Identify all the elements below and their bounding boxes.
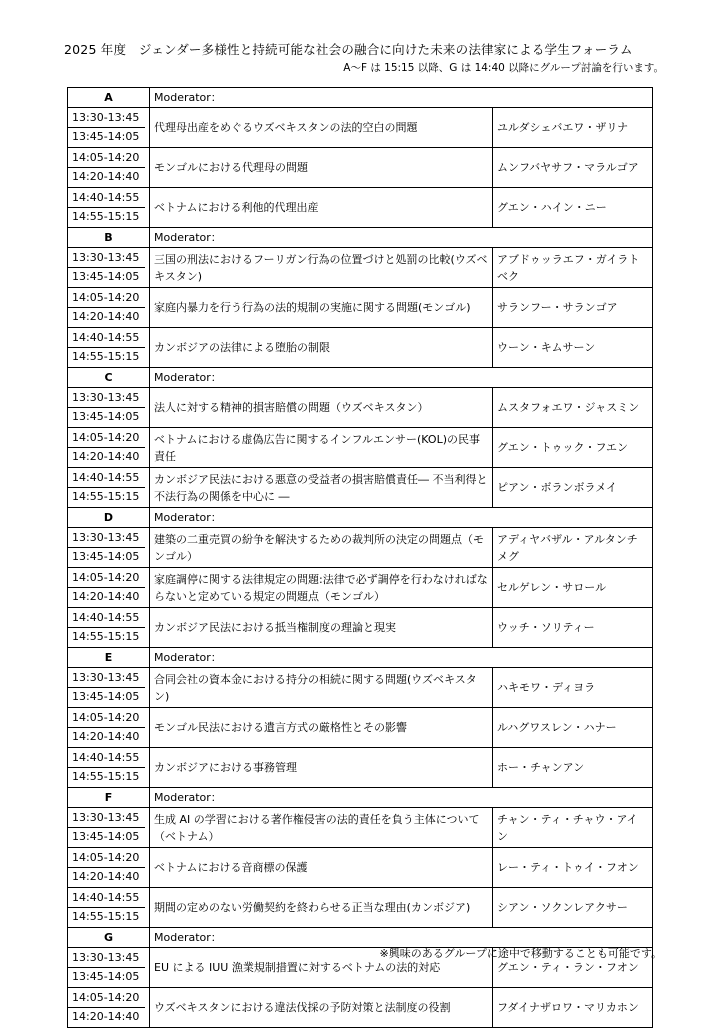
presentation-time: 13:30-13:45	[68, 109, 145, 128]
topic-cell: 三国の刑法におけるフーリガン行為の位置づけと処罰の比較(ウズベキスタン)	[150, 248, 493, 288]
presenter-cell: グエン・ティ・ラン・フオン	[493, 948, 653, 988]
presenter-cell: ウーン・キムサーン	[493, 328, 653, 368]
presentation-time: 13:30-13:45	[68, 529, 145, 548]
time-cell	[68, 108, 150, 148]
presenter-cell: ルハグワスレン・ハナー	[493, 708, 653, 748]
group-letter: D	[68, 508, 150, 528]
group-letter: G	[68, 928, 150, 948]
time-cell	[68, 808, 150, 848]
presenter-cell: シアン・ソクンレアクサー	[493, 888, 653, 928]
time-cell	[68, 668, 150, 708]
session-row	[68, 848, 653, 888]
time-cell	[68, 708, 150, 748]
discussion-time: 13:45-14:05	[72, 550, 140, 563]
session-row	[68, 708, 653, 748]
session-row	[68, 288, 653, 328]
time-cell	[68, 948, 150, 988]
presentation-time: 14:05-14:20	[68, 989, 145, 1008]
presentation-time: 14:05-14:20	[68, 149, 145, 168]
topic-cell: 代理母出産をめぐるウズベキスタンの法的空白の問題	[150, 108, 493, 148]
schedule-note: A～F は 15:15 以降、G は 14:40 以降にグループ討論を行います。	[343, 62, 664, 74]
presenter-cell: ムンフバヤサフ・マラルゴア	[493, 148, 653, 188]
moderator-label: Moderator：	[150, 928, 653, 948]
time-cell	[68, 848, 150, 888]
presenter-cell: ピアン・ボランボラメイ	[493, 468, 653, 508]
discussion-time: 14:20-14:40	[72, 450, 140, 463]
session-row	[68, 248, 653, 288]
topic-cell: EU による IUU 漁業規制措置に対するベトナムの法的対応	[150, 948, 493, 988]
group-letter: B	[68, 228, 150, 248]
session-row	[68, 568, 653, 608]
session-row	[68, 108, 653, 148]
time-cell	[68, 428, 150, 468]
schedule-table	[67, 87, 653, 1028]
presenter-cell: フダイナザロワ・マリカホン	[493, 988, 653, 1028]
discussion-time: 14:55-15:15	[72, 490, 140, 503]
group-header-row	[68, 228, 653, 248]
moderator-label: Moderator：	[150, 88, 653, 108]
topic-cell: 期間の定めのない労働契約を終わらせる正当な理由(カンボジア)	[150, 888, 493, 928]
discussion-time: 14:55-15:15	[72, 630, 140, 643]
time-cell	[68, 148, 150, 188]
discussion-time: 14:20-14:40	[72, 870, 140, 883]
session-row	[68, 468, 653, 508]
presenter-cell: ハキモワ・ディヨラ	[493, 668, 653, 708]
topic-cell: 建築の二重売買の紛争を解決するための裁判所の決定の問題点（モンゴル）	[150, 528, 493, 568]
discussion-time: 13:45-14:05	[72, 970, 140, 983]
presentation-time: 13:30-13:45	[68, 669, 145, 688]
time-cell	[68, 288, 150, 328]
session-row	[68, 668, 653, 708]
moderator-label: Moderator：	[150, 228, 653, 248]
moderator-label: Moderator：	[150, 648, 653, 668]
session-row	[68, 428, 653, 468]
discussion-time: 13:45-14:05	[72, 690, 140, 703]
moderator-label: Moderator：	[150, 788, 653, 808]
presentation-time: 14:40-14:55	[68, 469, 145, 488]
presentation-time: 14:05-14:20	[68, 849, 145, 868]
discussion-time: 13:45-14:05	[72, 830, 140, 843]
topic-cell: カンボジアの法律による堕胎の制限	[150, 328, 493, 368]
moderator-label: Moderator：	[150, 368, 653, 388]
time-cell	[68, 988, 150, 1028]
topic-cell: 合同会社の資本金における持分の相続に関する問題(ウズベキスタン)	[150, 668, 493, 708]
group-letter: E	[68, 648, 150, 668]
topic-cell: ウズベキスタンにおける違法伐採の予防対策と法制度の役割	[150, 988, 493, 1028]
presenter-cell: ホー・チャンアン	[493, 748, 653, 788]
presentation-time: 14:40-14:55	[68, 329, 145, 348]
discussion-time: 13:45-14:05	[72, 410, 140, 423]
topic-cell: カンボジア民法における悪意の受益者の損害賠償責任― 不当利得と不法行為の関係を中心に ―	[150, 468, 493, 508]
presentation-time: 13:30-13:45	[68, 249, 145, 268]
presentation-time: 14:40-14:55	[68, 749, 145, 768]
topic-cell: 家庭内暴力を行う行為の法的規制の実施に関する問題(モンゴル)	[150, 288, 493, 328]
presentation-time: 13:30-13:45	[68, 389, 145, 408]
discussion-time: 13:45-14:05	[72, 130, 140, 143]
session-row	[68, 748, 653, 788]
presenter-cell: グエン・ハイン・ニー	[493, 188, 653, 228]
schedule-body	[68, 88, 653, 1028]
discussion-time: 14:20-14:40	[72, 1010, 140, 1023]
presentation-time: 14:05-14:20	[68, 429, 145, 448]
discussion-time: 14:55-15:15	[72, 350, 140, 363]
presentation-time: 14:40-14:55	[68, 189, 145, 208]
session-row	[68, 528, 653, 568]
time-cell	[68, 568, 150, 608]
topic-cell: ベトナムにおける虚偽広告に関するインフルエンサー(KOL)の民事責任	[150, 428, 493, 468]
presenter-cell: グエン・トゥック・フエン	[493, 428, 653, 468]
topic-cell: ベトナムにおける音商標の保護	[150, 848, 493, 888]
presentation-time: 14:05-14:20	[68, 289, 145, 308]
session-row	[68, 988, 653, 1028]
presentation-time: 14:40-14:55	[68, 889, 145, 908]
group-header-row	[68, 368, 653, 388]
group-header-row	[68, 788, 653, 808]
presenter-cell: ユルダシェバエワ・ザリナ	[493, 108, 653, 148]
discussion-time: 14:20-14:40	[72, 590, 140, 603]
time-cell	[68, 468, 150, 508]
session-row	[68, 188, 653, 228]
presentation-time: 14:40-14:55	[68, 609, 145, 628]
page-title: 2025 年度 ジェンダー多様性と持続可能な社会の融合に向けた未来の法律家による学生フォーラム	[64, 42, 633, 57]
session-row	[68, 328, 653, 368]
group-letter: C	[68, 368, 150, 388]
presentation-time: 13:30-13:45	[68, 809, 145, 828]
presenter-cell: チャン・ティ・チャウ・アイン	[493, 808, 653, 848]
presenter-cell: アディヤバザル・アルタンチメグ	[493, 528, 653, 568]
topic-cell: モンゴルにおける代理母の問題	[150, 148, 493, 188]
moderator-label: Moderator：	[150, 508, 653, 528]
presenter-cell: アブドゥッラエフ・ガイラトベク	[493, 248, 653, 288]
presentation-time: 14:05-14:20	[68, 569, 145, 588]
topic-cell: 法人に対する精神的損害賠償の問題（ウズベキスタン）	[150, 388, 493, 428]
session-row	[68, 608, 653, 648]
time-cell	[68, 888, 150, 928]
discussion-time: 14:20-14:40	[72, 730, 140, 743]
group-header-row	[68, 648, 653, 668]
time-cell	[68, 608, 150, 648]
topic-cell: カンボジア民法における抵当権制度の理論と現実	[150, 608, 493, 648]
time-cell	[68, 328, 150, 368]
time-cell	[68, 528, 150, 568]
discussion-time: 14:55-15:15	[72, 770, 140, 783]
discussion-time: 13:45-14:05	[72, 270, 140, 283]
presenter-cell: ウッチ・ソリティー	[493, 608, 653, 648]
time-cell	[68, 388, 150, 428]
topic-cell: 生成 AI の学習における著作権侵害の法的責任を負う主体について（ベトナム）	[150, 808, 493, 848]
discussion-time: 14:20-14:40	[72, 310, 140, 323]
topic-cell: ベトナムにおける利他的代理出産	[150, 188, 493, 228]
discussion-time: 14:20-14:40	[72, 170, 140, 183]
session-row	[68, 808, 653, 848]
topic-cell: モンゴル民法における遺言方式の厳格性とその影響	[150, 708, 493, 748]
discussion-time: 14:55-15:15	[72, 210, 140, 223]
topic-cell: 家庭調停に関する法律規定の問題:法律で必ず調停を行わなければならないと定めている規定の問題点（モンゴル）	[150, 568, 493, 608]
presenter-cell: ムスタフォエワ・ジャスミン	[493, 388, 653, 428]
presentation-time: 14:05-14:20	[68, 709, 145, 728]
presentation-time: 13:30-13:45	[68, 949, 145, 968]
group-header-row	[68, 508, 653, 528]
time-cell	[68, 188, 150, 228]
session-row	[68, 388, 653, 428]
group-letter: A	[68, 88, 150, 108]
topic-cell: カンボジアにおける事務管理	[150, 748, 493, 788]
group-letter: F	[68, 788, 150, 808]
time-cell	[68, 248, 150, 288]
presenter-cell: レー・ティ・トゥイ・フオン	[493, 848, 653, 888]
footer-note: ※興味のあるグループに途中で移動することも可能です。	[379, 947, 662, 960]
session-row	[68, 148, 653, 188]
presenter-cell: サランフー・サランゴア	[493, 288, 653, 328]
time-cell	[68, 748, 150, 788]
session-row	[68, 888, 653, 928]
group-header-row	[68, 88, 653, 108]
presenter-cell: セルゲレン・サロール	[493, 568, 653, 608]
discussion-time: 14:55-15:15	[72, 910, 140, 923]
